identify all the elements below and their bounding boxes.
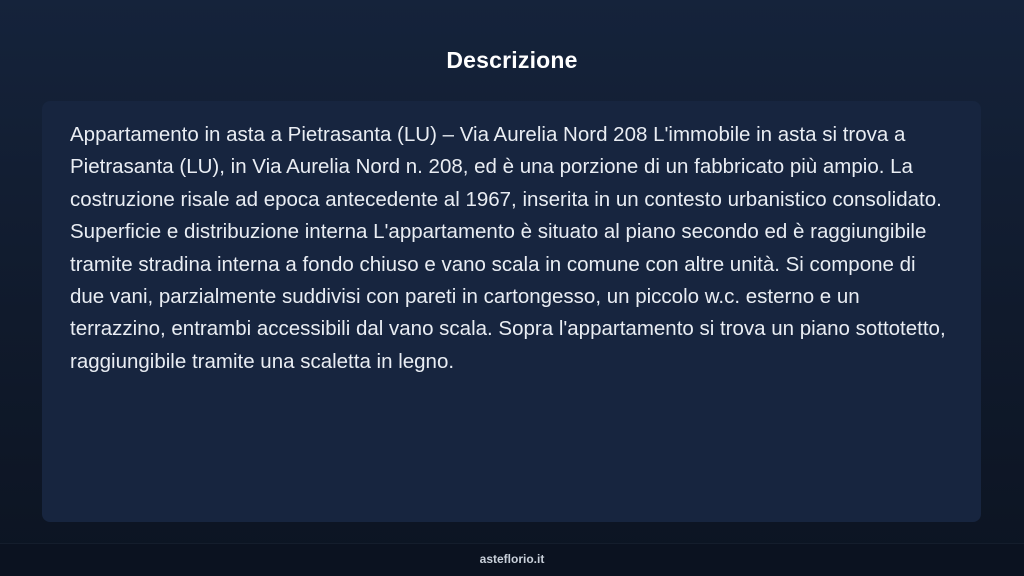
footer bbox=[0, 543, 1024, 576]
footer-site-label: asteflorio.it bbox=[479, 552, 545, 566]
description-card bbox=[42, 101, 981, 522]
description-text: Appartamento in asta a Pietrasanta (LU) – Via Aurelia Nord 208 L'immobile in asta si trova a Pietrasanta (LU), in Via Aurelia Nord n. 208, ed è una porzione di un fabbricato più ampio. La costruzione risale ad epoca antecedente al 1967, inserita in un contesto urbanistico consolidato. Superficie e distribuzione interna L'appartamento è situato al piano secondo ed è raggiungibile tramite stradina interna a fondo chiuso e vano scala in comune con altre unità. Si compone di due vani, parzialmente suddivisi con pareti in cartongesso, un piccolo w.c. esterno e un terrazzino, entrambi accessibili dal vano scala. Sopra l'appartamento si trova un piano sottotetto, raggiungibile tramite una scaletta in legno. bbox=[70, 123, 946, 373]
page-title: Descrizione bbox=[446, 47, 578, 73]
